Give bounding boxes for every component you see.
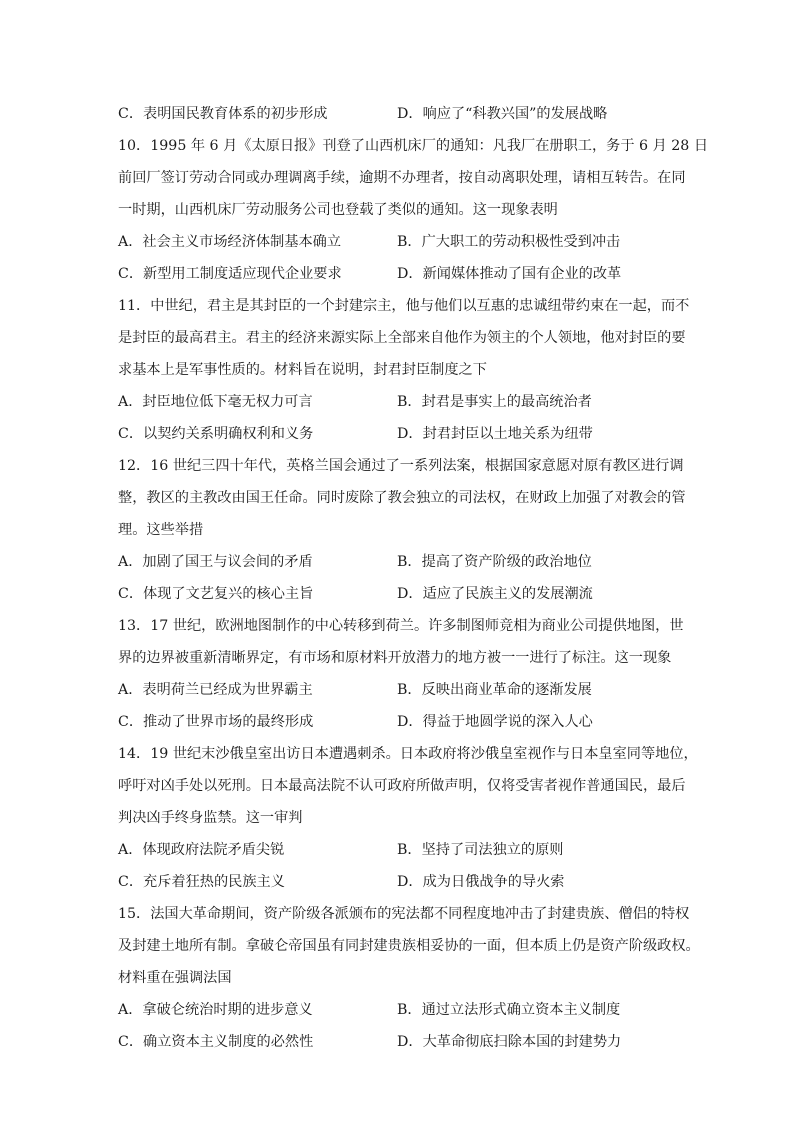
q12-text-line-2: 整，教区的主教改由国王任命。同时废除了教会独立的司法权，在财政上加强了对教会的管 xyxy=(118,490,686,506)
q15-text-line-1: 15．法国大革命期间，资产阶级各派颁布的宪法都不同程度地冲击了封建贵族、僧侣的特权 xyxy=(118,906,690,922)
q14-options-ab xyxy=(118,834,678,866)
q14-text-line-3: 判决凶手终身监禁。这一审判 xyxy=(118,810,303,826)
q13-options-ab xyxy=(118,674,678,706)
question-10 xyxy=(118,130,709,290)
q10-text-line-1: 10．1995 年 6 月《太原日报》刊登了山西机床厂的通知：凡我厂在册职工，务于 6 月 28 日 xyxy=(118,138,709,154)
exam-page xyxy=(118,98,709,1058)
q11-options-cd xyxy=(118,418,678,450)
q11-option-b[interactable]: B．封君是事实上的最高统治者 xyxy=(397,394,592,410)
q14-option-b[interactable]: B．坚持了司法独立的原则 xyxy=(397,842,564,858)
q11-text-line-1: 11．中世纪，君主是其封臣的一个封建宗主，他与他们以互惠的忠诚纽带约束在一起，而不 xyxy=(118,298,690,314)
q12-option-b[interactable]: B．提高了资产阶级的政治地位 xyxy=(397,554,592,570)
q10-option-c[interactable]: C．新型用工制度适应现代企业要求 xyxy=(118,266,342,282)
question-15 xyxy=(118,898,700,1058)
question-11 xyxy=(118,290,690,450)
q12-option-a[interactable]: A．加剧了国王与议会间的矛盾 xyxy=(118,554,313,570)
q10-options-ab xyxy=(118,226,678,258)
q10-text-line-3: 一时期，山西机床厂劳动服务公司也登载了类似的通知。这一现象表明 xyxy=(118,202,558,218)
q15-text-line-2: 及封建土地所有制。拿破仑帝国虽有同封建贵族相妥协的一面，但本质上仍是资产阶级政权。 xyxy=(118,938,700,954)
q15-option-d[interactable]: D．大革命彻底扫除本国的封建势力 xyxy=(397,1034,622,1050)
q11-options-ab xyxy=(118,386,678,418)
q11-text-line-3: 求基本上是军事性质的。材料旨在说明，封君封臣制度之下 xyxy=(118,362,487,378)
q14-option-a[interactable]: A．体现政府法院矛盾尖锐 xyxy=(118,842,285,858)
q15-options-cd xyxy=(118,1026,678,1058)
q12-option-d[interactable]: D．适应了民族主义的发展潮流 xyxy=(397,586,593,602)
q9-option-c[interactable]: C．表明国民教育体系的初步形成 xyxy=(118,106,328,122)
q11-option-d[interactable]: D．封君封臣以土地关系为纽带 xyxy=(397,426,593,442)
q13-text-line-2: 界的边界被重新清晰界定，有市场和原材料开放潜力的地方被一一进行了标注。这一现象 xyxy=(118,650,672,666)
q10-text-line-2: 前回厂签订劳动合同或办理调离手续，逾期不办理者，按自动离职处理，请相互转告。在同 xyxy=(118,170,686,186)
q14-text-line-1: 14．19 世纪末沙俄皇室出访日本遭遇刺杀。日本政府将沙俄皇室视作与日本皇室同等地位， xyxy=(118,746,698,762)
q15-options-ab xyxy=(118,994,678,1026)
q11-option-c[interactable]: C．以契约关系明确权利和义务 xyxy=(118,426,314,442)
q11-text-line-2: 是封臣的最高君主。君主的经济来源实际上全部来自他作为领主的个人领地，他对封臣的要 xyxy=(118,330,686,346)
q14-text-line-2: 呼吁对凶手处以死刑。日本最高法院不认可政府所做声明，仅将受害者视作普通国民，最后 xyxy=(118,778,686,794)
q12-option-c[interactable]: C．体现了文艺复兴的核心主旨 xyxy=(118,586,314,602)
q13-option-d[interactable]: D．得益于地圆学说的深入人心 xyxy=(397,714,593,730)
q9-option-d[interactable]: D．响应了“科教兴国”的发展战略 xyxy=(397,106,608,122)
q12-text-line-1: 12．16 世纪三四十年代，英格兰国会通过了一系列法案，根据国家意愿对原有教区进行调 xyxy=(118,458,684,474)
q15-option-a[interactable]: A．拿破仑统治时期的进步意义 xyxy=(118,1002,313,1018)
q10-option-d[interactable]: D．新闻媒体推动了国有企业的改革 xyxy=(397,266,622,282)
q15-option-c[interactable]: C．确立资本主义制度的必然性 xyxy=(118,1034,314,1050)
q13-option-a[interactable]: A．表明荷兰已经成为世界霸主 xyxy=(118,682,313,698)
q13-options-cd xyxy=(118,706,678,738)
q13-option-c[interactable]: C．推动了世界市场的最终形成 xyxy=(118,714,314,730)
q12-text-line-3: 理。这些举措 xyxy=(118,522,204,538)
q15-text-line-3: 材料重在强调法国 xyxy=(118,970,232,986)
q15-option-b[interactable]: B．通过立法形式确立资本主义制度 xyxy=(397,1002,621,1018)
question-14 xyxy=(118,738,698,898)
q9-options-cd xyxy=(118,98,678,130)
q13-text-line-1: 13．17 世纪，欧洲地图制作的中心转移到荷兰。许多制图师竞相为商业公司提供地图，世 xyxy=(118,618,684,634)
question-12 xyxy=(118,450,686,610)
question-13 xyxy=(118,610,684,738)
q12-options-ab xyxy=(118,546,678,578)
q14-options-cd xyxy=(118,866,678,898)
q10-option-b[interactable]: B．广大职工的劳动积极性受到冲击 xyxy=(397,234,621,250)
q14-option-d[interactable]: D．成为日俄战争的导火索 xyxy=(397,874,565,890)
q10-option-a[interactable]: A．社会主义市场经济体制基本确立 xyxy=(118,234,342,250)
q11-option-a[interactable]: A．封臣地位低下毫无权力可言 xyxy=(118,394,313,410)
q10-options-cd xyxy=(118,258,678,290)
q12-options-cd xyxy=(118,578,678,610)
q14-option-c[interactable]: C．充斥着狂热的民族主义 xyxy=(118,874,285,890)
q13-option-b[interactable]: B．反映出商业革命的逐渐发展 xyxy=(397,682,592,698)
